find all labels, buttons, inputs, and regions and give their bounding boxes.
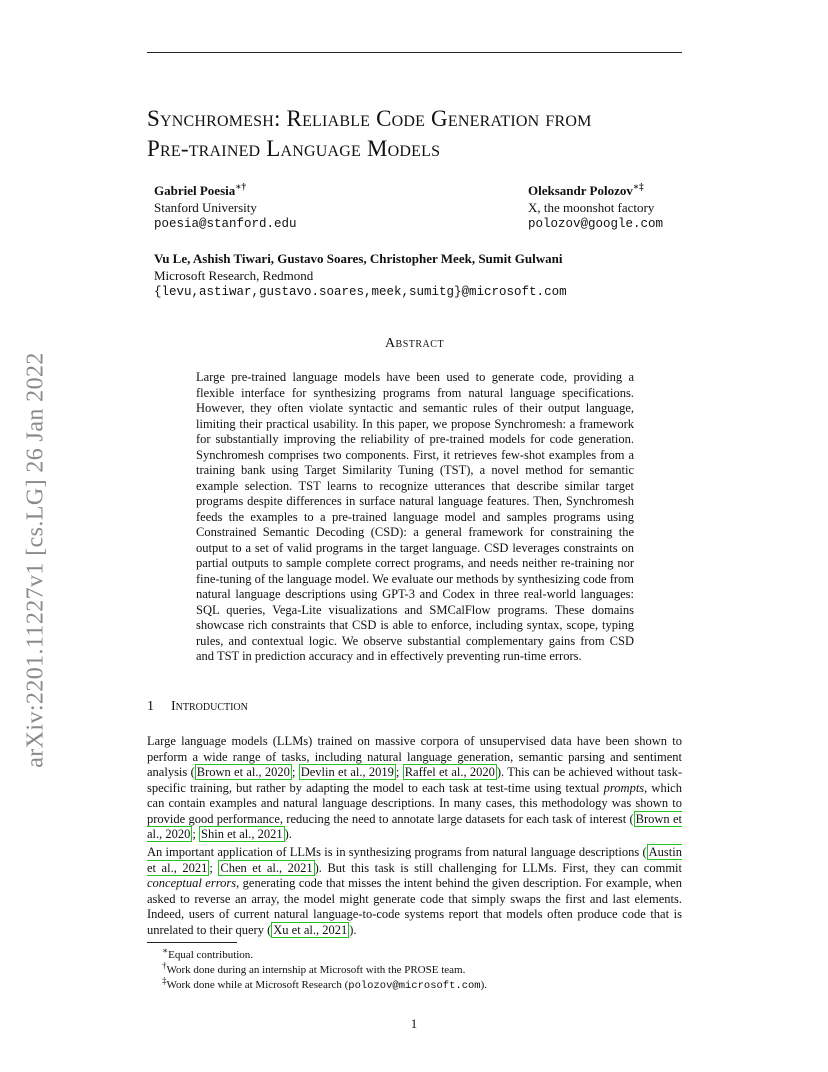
author-marks: ∗‡ bbox=[632, 181, 644, 192]
footnote-text: Work done during an internship at Microsoft with the PROSE team. bbox=[166, 964, 466, 976]
section-number: 1 bbox=[147, 699, 154, 714]
title-line-1: Synchromesh: Reliable Code Generation from bbox=[147, 106, 592, 131]
citation-link[interactable]: Raffel et al., 2020 bbox=[404, 765, 495, 779]
author-affiliation: Microsoft Research, Redmond bbox=[154, 268, 314, 283]
text-run: Large language models (LLMs) trained on massive corpora of unsupervised data have been shown to perform a wide range of tasks, including natural language generation, semantic parsing and sentiment analysis ( bbox=[147, 734, 682, 779]
author-name: Gabriel Poesia bbox=[154, 183, 236, 198]
author-names: Vu Le, Ashish Tiwari, Gustavo Soares, Christopher Meek, Sumit Gulwani bbox=[154, 251, 563, 266]
text-run: ). bbox=[284, 827, 292, 841]
paper-title bbox=[147, 104, 707, 164]
emphasis: conceptual errors bbox=[147, 876, 237, 890]
footnote-mark: † bbox=[162, 960, 167, 971]
intro-paragraph-1 bbox=[147, 734, 682, 843]
section-title: Introduction bbox=[171, 699, 248, 714]
author-block-1 bbox=[154, 182, 297, 233]
page-number: 1 bbox=[410, 1016, 418, 1031]
author-name: Oleksandr Polozov bbox=[528, 183, 633, 198]
footnote-mark: ∗ bbox=[162, 945, 169, 956]
arxiv-stamp: arXiv:2201.11227v1 [cs.LG] 26 Jan 2022 bbox=[22, 352, 49, 768]
text-run: ). bbox=[349, 922, 357, 937]
author-email[interactable]: poesia@stanford.edu bbox=[154, 217, 297, 231]
text-run: ; bbox=[192, 827, 200, 841]
citation-link[interactable]: Brown et al., 2020 bbox=[196, 765, 290, 779]
citation-link[interactable]: Austin et al., 2021 bbox=[147, 845, 682, 875]
text-run: ; bbox=[395, 765, 403, 779]
author-block-group bbox=[154, 250, 567, 301]
citation-link[interactable]: Devlin et al., 2019 bbox=[300, 765, 394, 779]
intro-paragraph-2 bbox=[147, 845, 682, 938]
citation-link[interactable]: Brown et al., 2020 bbox=[147, 811, 682, 841]
footnote-text: Work done while at Microsoft Research ( bbox=[166, 979, 349, 991]
emphasis: prompts bbox=[603, 780, 645, 795]
author-email[interactable]: polozov@google.com bbox=[528, 217, 664, 231]
text-run: ; bbox=[291, 765, 299, 779]
abstract-heading: Abstract bbox=[384, 336, 445, 351]
text-run: , generating code that misses the intent behind the given description. For example, when asked to reverse an array, the model might generate code that simply swaps the first and last elements. Indeed, users of current natural language-to-code systems report that models often produce code that is unrelated to their query ( bbox=[147, 876, 682, 937]
author-block-2 bbox=[528, 182, 663, 233]
abstract-text: Large pre-trained language models have been used to generate code, providing a flexible interface for synthesizing programs from natural language specifications. However, they often violate syntactic and semantic rules of their output language, limiting their practical usability. In this paper, we propose Synchromesh: a framework for substantially improving the reliability of pre-trained models for code generation. Synchromesh comprises two components. First, it retrieves few-shot examples from a training bank using Target Similarity Tuning (TST), a novel method for semantic example selection. TST learns to recognize utterances that describe similar target programs despite differences in surface natural language features. Then, Synchromesh feeds the examples to a pre-trained language model and samples programs using Constrained Semantic Decoding (CSD): a general framework for constraining the output to a set of valid programs in the target language. CSD leverages constraints on partial outputs to sample complete correct programs, and needs neither re-training nor fine-tuning of the language model. We evaluate our methods by synthesizing code from natural language descriptions using GPT-3 and Codex in three real-world languages: SQL queries, Vega-Lite visualizations and SMCalFlow programs. These domains showcase rich constraints that CSD is able to enforce, including syntax, scope, typing rules, and contextual logic. We observe substantial complementary gains from CSD and TST in prediction accuracy and in effectively preventing run-time errors. bbox=[196, 370, 634, 663]
footnote-text: ). bbox=[480, 979, 488, 991]
author-affiliation: X, the moonshot factory bbox=[528, 200, 655, 215]
author-marks: ∗† bbox=[235, 181, 246, 192]
author-affiliation: Stanford University bbox=[154, 200, 257, 215]
footnote-2 bbox=[162, 960, 466, 977]
title-line-2: Pre-trained Language Models bbox=[147, 136, 441, 161]
footnote-rule bbox=[147, 942, 237, 943]
section-heading bbox=[147, 699, 248, 715]
citation-link[interactable]: Xu et al., 2021 bbox=[273, 922, 348, 937]
citation-link[interactable]: Chen et al., 2021 bbox=[220, 860, 313, 875]
footnote-email[interactable]: polozov@microsoft.com bbox=[348, 980, 481, 992]
footnote-mark: ‡ bbox=[162, 975, 167, 986]
text-run: An important application of LLMs is in synthesizing programs from natural language descriptions ( bbox=[147, 845, 647, 859]
text-run: ). But this task is still challenging for LLMs. First, they can commit bbox=[314, 860, 682, 875]
footnote-1 bbox=[162, 945, 254, 962]
citation-link[interactable]: Shin et al., 2021 bbox=[201, 827, 283, 841]
footnote-3 bbox=[162, 975, 488, 993]
text-run: ; bbox=[209, 860, 219, 875]
text-run: ). This can be achieved without task-specific training, but rather by adapting the model to each task at test-time using textual bbox=[147, 765, 682, 795]
footnote-text: Equal contribution. bbox=[168, 949, 254, 961]
text-run: , which can contain examples and natural language descriptions. In many cases, this methodology was shown to provide good performance, reducing the need to annotate large datasets for each task of interest ( bbox=[147, 780, 682, 826]
author-email[interactable]: {levu,astiwar,gustavo.soares,meek,sumitg}@microsoft.com bbox=[154, 285, 567, 299]
header-rule bbox=[147, 52, 682, 53]
